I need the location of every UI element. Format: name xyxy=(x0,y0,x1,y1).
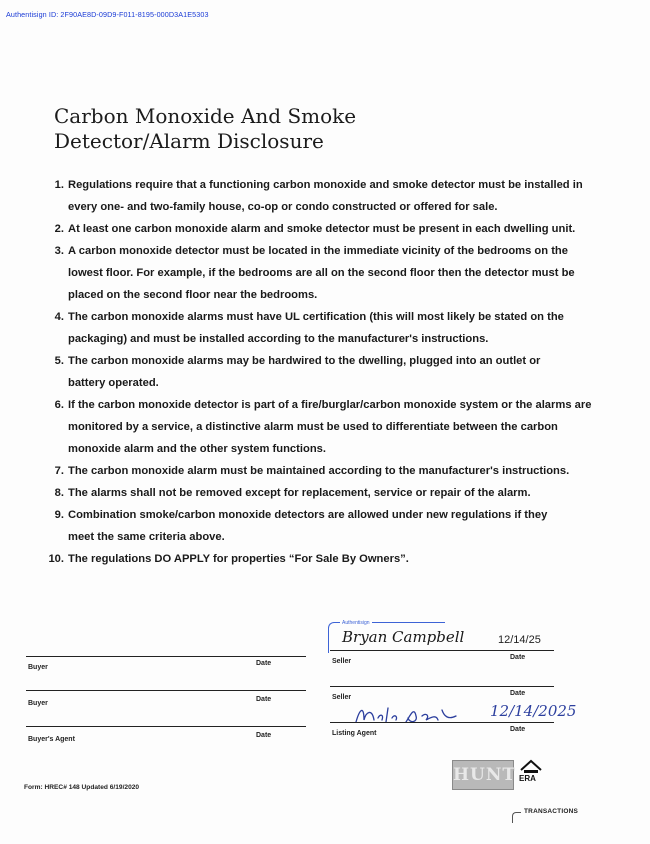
buyer-agent-label: Buyer's Agent xyxy=(28,736,75,743)
regulation-item-4 xyxy=(36,306,596,350)
listing-agent-label: Listing Agent xyxy=(332,730,377,737)
listing-agent-date: 12/14/2025 xyxy=(490,702,577,720)
regulation-text-line: The carbon monoxide alarms must have UL certification (this will most likely be stated on the xyxy=(68,311,564,323)
seller1-signature-line xyxy=(330,650,554,651)
regulation-number: 9. xyxy=(54,509,64,521)
buyer-agent-date-label: Date xyxy=(256,732,272,739)
regulation-text-line: monoxide alarm and the other system functions. xyxy=(68,443,326,455)
regulation-text-line: Combination smoke/carbon monoxide detectors are allowed under new regulations if they xyxy=(68,509,548,521)
regulation-item-5 xyxy=(36,350,596,394)
authentisign-tag: Authentisign xyxy=(342,620,370,626)
seller1-date-label: Date xyxy=(510,654,526,661)
listing-agent-signature-image xyxy=(352,702,462,728)
regulation-number: 4. xyxy=(54,311,64,323)
regulation-text-line: Regulations require that a functioning carbon monoxide and smoke detector must be installed in xyxy=(68,179,583,191)
seller1-date: 12/14/25 xyxy=(498,634,541,646)
seller2-signature-line xyxy=(330,686,554,687)
regulation-text-line: placed on the second floor near the bedrooms. xyxy=(68,289,318,301)
buyer-label: Buyer xyxy=(28,664,48,671)
buyer2-date-label: Date xyxy=(256,696,272,703)
regulation-text-line: If the carbon monoxide detector is part of a fire/burglar/carbon monoxide system or the alarms are xyxy=(68,399,592,411)
form-id: Form: HREC# 148 Updated 6/19/2020 xyxy=(24,784,140,791)
hunt-logo: HUNT xyxy=(452,760,514,790)
regulation-text-line: battery operated. xyxy=(68,377,159,389)
buyer2-signature-line xyxy=(26,690,306,691)
regulation-item-8 xyxy=(36,482,596,504)
regulation-text-line: The alarms shall not be removed except for replacement, service or repair of the alarm. xyxy=(68,487,531,499)
regulation-text-line: The carbon monoxide alarms may be hardwired to the dwelling, plugged into an outlet or xyxy=(68,355,541,367)
regulation-number: 8. xyxy=(54,487,64,499)
transactions-mark-icon xyxy=(512,812,521,823)
seller2-date-label: Date xyxy=(510,690,526,697)
regulation-item-10 xyxy=(36,548,596,570)
regulation-number: 2. xyxy=(54,223,64,235)
title-line-1: Carbon Monoxide And Smoke xyxy=(54,104,357,128)
buyer-agent-signature-line xyxy=(26,726,306,727)
regulation-number: 7. xyxy=(54,465,64,477)
buyer2-label: Buyer xyxy=(28,700,48,707)
authentisign-id: Authentisign ID: 2F90AE8D-09D9-F011-8195-000D3A1E5303 xyxy=(6,10,209,19)
seller1-signature: Bryan Campbell xyxy=(342,628,465,646)
regulation-text-line: monitored by a service, a distinctive alarm must be used to differentiate between the carbon xyxy=(68,421,558,433)
seller1-label: Seller xyxy=(332,658,352,665)
regulation-text-line: At least one carbon monoxide alarm and smoke detector must be present in each dwelling unit. xyxy=(68,223,576,235)
regulation-number: 6. xyxy=(54,399,64,411)
regulation-number: 5. xyxy=(54,355,64,367)
regulation-text-line: every one- and two-family house, co-op or condo constructed or offered for sale. xyxy=(68,201,498,213)
era-logo-text: ERA xyxy=(519,774,536,783)
seller2-label: Seller xyxy=(332,694,352,701)
regulations-list xyxy=(36,174,596,570)
listing-agent-signature-line xyxy=(330,722,554,723)
regulation-text-line: The regulations DO APPLY for properties “For Sale By Owners”. xyxy=(68,553,409,565)
listing-agent-date-label: Date xyxy=(510,726,526,733)
regulation-text-line: A carbon monoxide detector must be located in the immediate vicinity of the bedrooms on the xyxy=(68,245,568,257)
regulation-text-line: lowest floor. For example, if the bedrooms are all on the second floor then the detector must be xyxy=(68,267,575,279)
regulation-item-7 xyxy=(36,460,596,482)
regulation-item-6 xyxy=(36,394,596,460)
regulation-item-9 xyxy=(36,504,596,548)
title-line-2: Detector/Alarm Disclosure xyxy=(54,129,324,153)
regulation-item-3 xyxy=(36,240,596,306)
transactions-logo: TRANSACTIONS xyxy=(524,808,579,815)
regulation-text-line: meet the same criteria above. xyxy=(68,531,225,543)
document-title xyxy=(54,104,356,154)
regulation-number: 1. xyxy=(54,179,64,191)
regulation-number: 10. xyxy=(48,553,64,565)
regulation-text-line: packaging) and must be installed according to the manufacturer's instructions. xyxy=(68,333,489,345)
regulation-item-1 xyxy=(36,174,596,218)
buyer-signature-line xyxy=(26,656,306,657)
buyer-date-label: Date xyxy=(256,660,272,667)
regulation-number: 3. xyxy=(54,245,64,257)
regulation-item-2 xyxy=(36,218,596,240)
regulation-text-line: The carbon monoxide alarm must be maintained according to the manufacturer's instructions. xyxy=(68,465,570,477)
